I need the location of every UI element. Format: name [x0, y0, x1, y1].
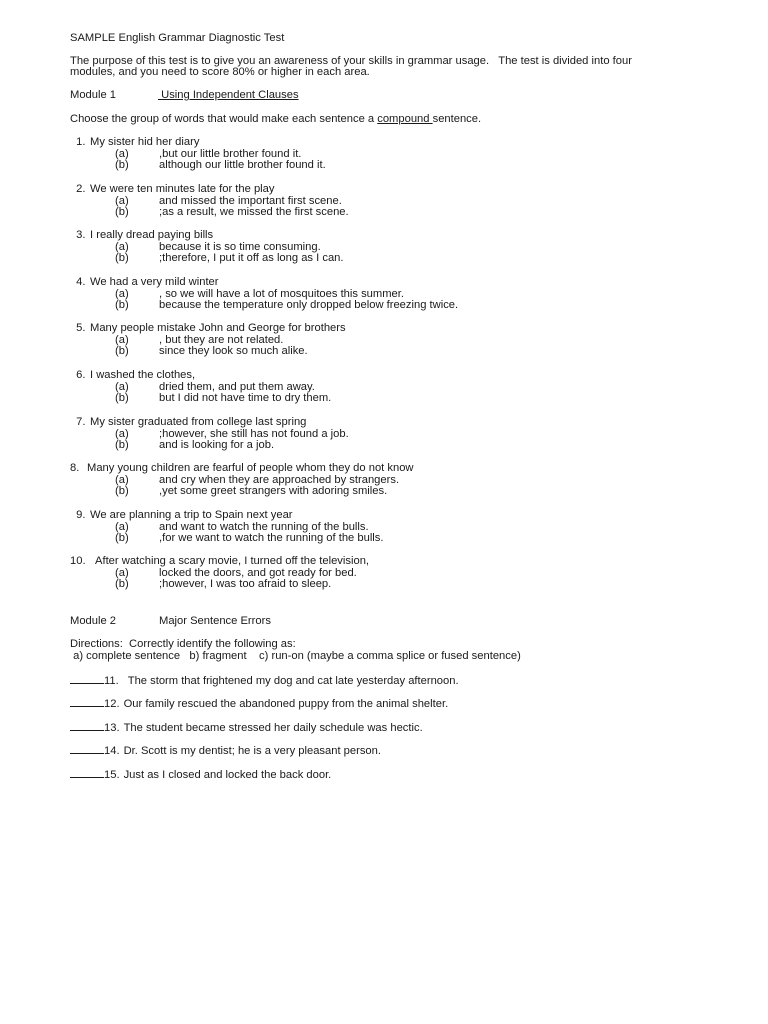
- intro-line-2: modules, and you need to score 80% or higher in each area.: [70, 66, 370, 78]
- option-label-b: (b): [115, 578, 129, 590]
- question-number: 8.: [70, 462, 80, 474]
- module2-label: Module 2: [70, 615, 117, 627]
- module2-options: a) complete sentence b) fragment c) run-on (maybe a comma splice or fused sentence): [70, 650, 521, 662]
- item-text: Dr. Scott is my dentist; he is a very pleasant person.: [123, 745, 381, 757]
- option-text-a: , but they are not related.: [159, 333, 284, 346]
- item-number: 13.: [104, 722, 120, 734]
- option-label-a: (a): [115, 427, 129, 440]
- question-stem: We had a very mild winter: [90, 276, 219, 288]
- module1-title: Using Independent Clauses: [158, 89, 299, 101]
- question-stem: We were ten minutes late for the play: [90, 183, 275, 195]
- module1-label: Module 1: [70, 89, 117, 101]
- option-text-a: locked the doors, and got ready for bed.: [159, 566, 357, 579]
- option-text-b: ;however, I was too afraid to sleep.: [159, 578, 332, 590]
- item-text: Just as I closed and locked the back door.: [123, 769, 332, 781]
- question-stem: We are planning a trip to Spain next year: [90, 509, 293, 521]
- answer-blank[interactable]: [70, 721, 104, 731]
- question-stem: I washed the clothes,: [90, 369, 196, 381]
- option-text-a: and cry when they are approached by strangers.: [159, 473, 400, 486]
- option-text-b: ,yet some greet strangers with adoring smiles.: [159, 485, 388, 497]
- answer-blank[interactable]: [70, 768, 104, 778]
- option-label-a: (a): [115, 473, 129, 486]
- option-text-a: dried them, and put them away.: [159, 380, 315, 393]
- option-label-b: (b): [115, 392, 129, 404]
- item-row: [70, 744, 381, 758]
- question-number: 3.: [73, 229, 86, 241]
- option-text-b: and is looking for a job.: [159, 439, 275, 451]
- option-text-a: , so we will have a lot of mosquitoes this summer.: [159, 287, 404, 300]
- question-number: 9.: [73, 509, 86, 521]
- option-text-a: and want to watch the running of the bulls.: [159, 520, 369, 533]
- question-stem: Many people mistake John and George for brothers: [90, 322, 346, 334]
- option-label-b: (b): [115, 252, 129, 264]
- option-label-b: (b): [115, 439, 129, 451]
- item-row: [70, 697, 448, 711]
- option-text-b: although our little brother found it.: [159, 159, 326, 171]
- option-label-b: (b): [115, 299, 129, 311]
- question-number: 6.: [73, 369, 86, 381]
- option-label-b: (b): [115, 206, 129, 218]
- option-text-b: since they look so much alike.: [159, 345, 308, 357]
- item-number: 11.: [104, 675, 119, 687]
- option-text-b: ,for we want to watch the running of the bulls.: [159, 532, 384, 544]
- option-label-b: (b): [115, 159, 129, 171]
- instruction-text-after: sentence.: [432, 113, 482, 125]
- item-number: 15.: [104, 769, 120, 781]
- option-label-a: (a): [115, 147, 129, 160]
- document-title: SAMPLE English Grammar Diagnostic Test: [70, 32, 285, 44]
- option-label-a: (a): [115, 240, 129, 253]
- question-stem: My sister graduated from college last spring: [90, 416, 307, 428]
- item-text: The student became stressed her daily schedule was hectic.: [123, 722, 423, 734]
- question-stem: My sister hid her diary: [90, 136, 200, 148]
- option-text-b: ;therefore, I put it off as long as I can.: [159, 252, 344, 264]
- item-number: 14.: [104, 745, 120, 757]
- instruction-underlined-word: compound: [377, 113, 433, 125]
- module1-instruction: [70, 114, 481, 126]
- question-number: 4.: [73, 276, 86, 288]
- option-label-a: (a): [115, 287, 129, 300]
- item-row: [70, 674, 459, 688]
- question-number: 1.: [73, 136, 86, 148]
- instruction-text-before: Choose the group of words that would make each sentence a: [70, 113, 378, 125]
- answer-blank[interactable]: [70, 674, 104, 684]
- option-text-a: ;however, she still has not found a job.: [159, 427, 349, 440]
- option-text-a: because it is so time consuming.: [159, 240, 321, 253]
- question-stem: After watching a scary movie, I turned off the television,: [95, 555, 370, 567]
- option-text-a: and missed the important first scene.: [159, 194, 342, 207]
- item-text: Our family rescued the abandoned puppy from the animal shelter.: [123, 698, 449, 710]
- question-number: 2.: [73, 183, 86, 195]
- module2-title: Major Sentence Errors: [159, 615, 271, 627]
- question-stem: I really dread paying bills: [90, 229, 214, 241]
- question-number: 7.: [73, 416, 86, 428]
- option-label-a: (a): [115, 520, 129, 533]
- item-row: [70, 768, 331, 782]
- item-number: 12.: [104, 698, 120, 710]
- module2-directions: Directions: Correctly identify the following as:: [70, 638, 296, 650]
- option-text-b: because the temperature only dropped below freezing twice.: [159, 299, 459, 311]
- intro-line-1: The purpose of this test is to give you an awareness of your skills in grammar usage. The test is divided into four: [70, 55, 632, 67]
- answer-blank[interactable]: [70, 697, 104, 707]
- option-label-a: (a): [115, 380, 129, 393]
- option-text-b: but I did not have time to dry them.: [159, 392, 332, 404]
- option-text-b: ;as a result, we missed the first scene.: [159, 206, 349, 218]
- option-label-a: (a): [115, 333, 129, 346]
- option-text-a: ,but our little brother found it.: [159, 147, 302, 160]
- answer-blank[interactable]: [70, 744, 104, 754]
- question-stem: Many young children are fearful of people whom they do not know: [87, 462, 414, 474]
- item-row: [70, 721, 423, 735]
- option-label-b: (b): [115, 485, 129, 497]
- question-number: 5.: [73, 322, 86, 334]
- item-text: The storm that frightened my dog and cat late yesterday afternoon.: [127, 675, 459, 687]
- option-label-b: (b): [115, 345, 129, 357]
- option-label-a: (a): [115, 566, 129, 579]
- option-label-a: (a): [115, 194, 129, 207]
- option-label-b: (b): [115, 532, 129, 544]
- question-number: 10.: [70, 555, 86, 567]
